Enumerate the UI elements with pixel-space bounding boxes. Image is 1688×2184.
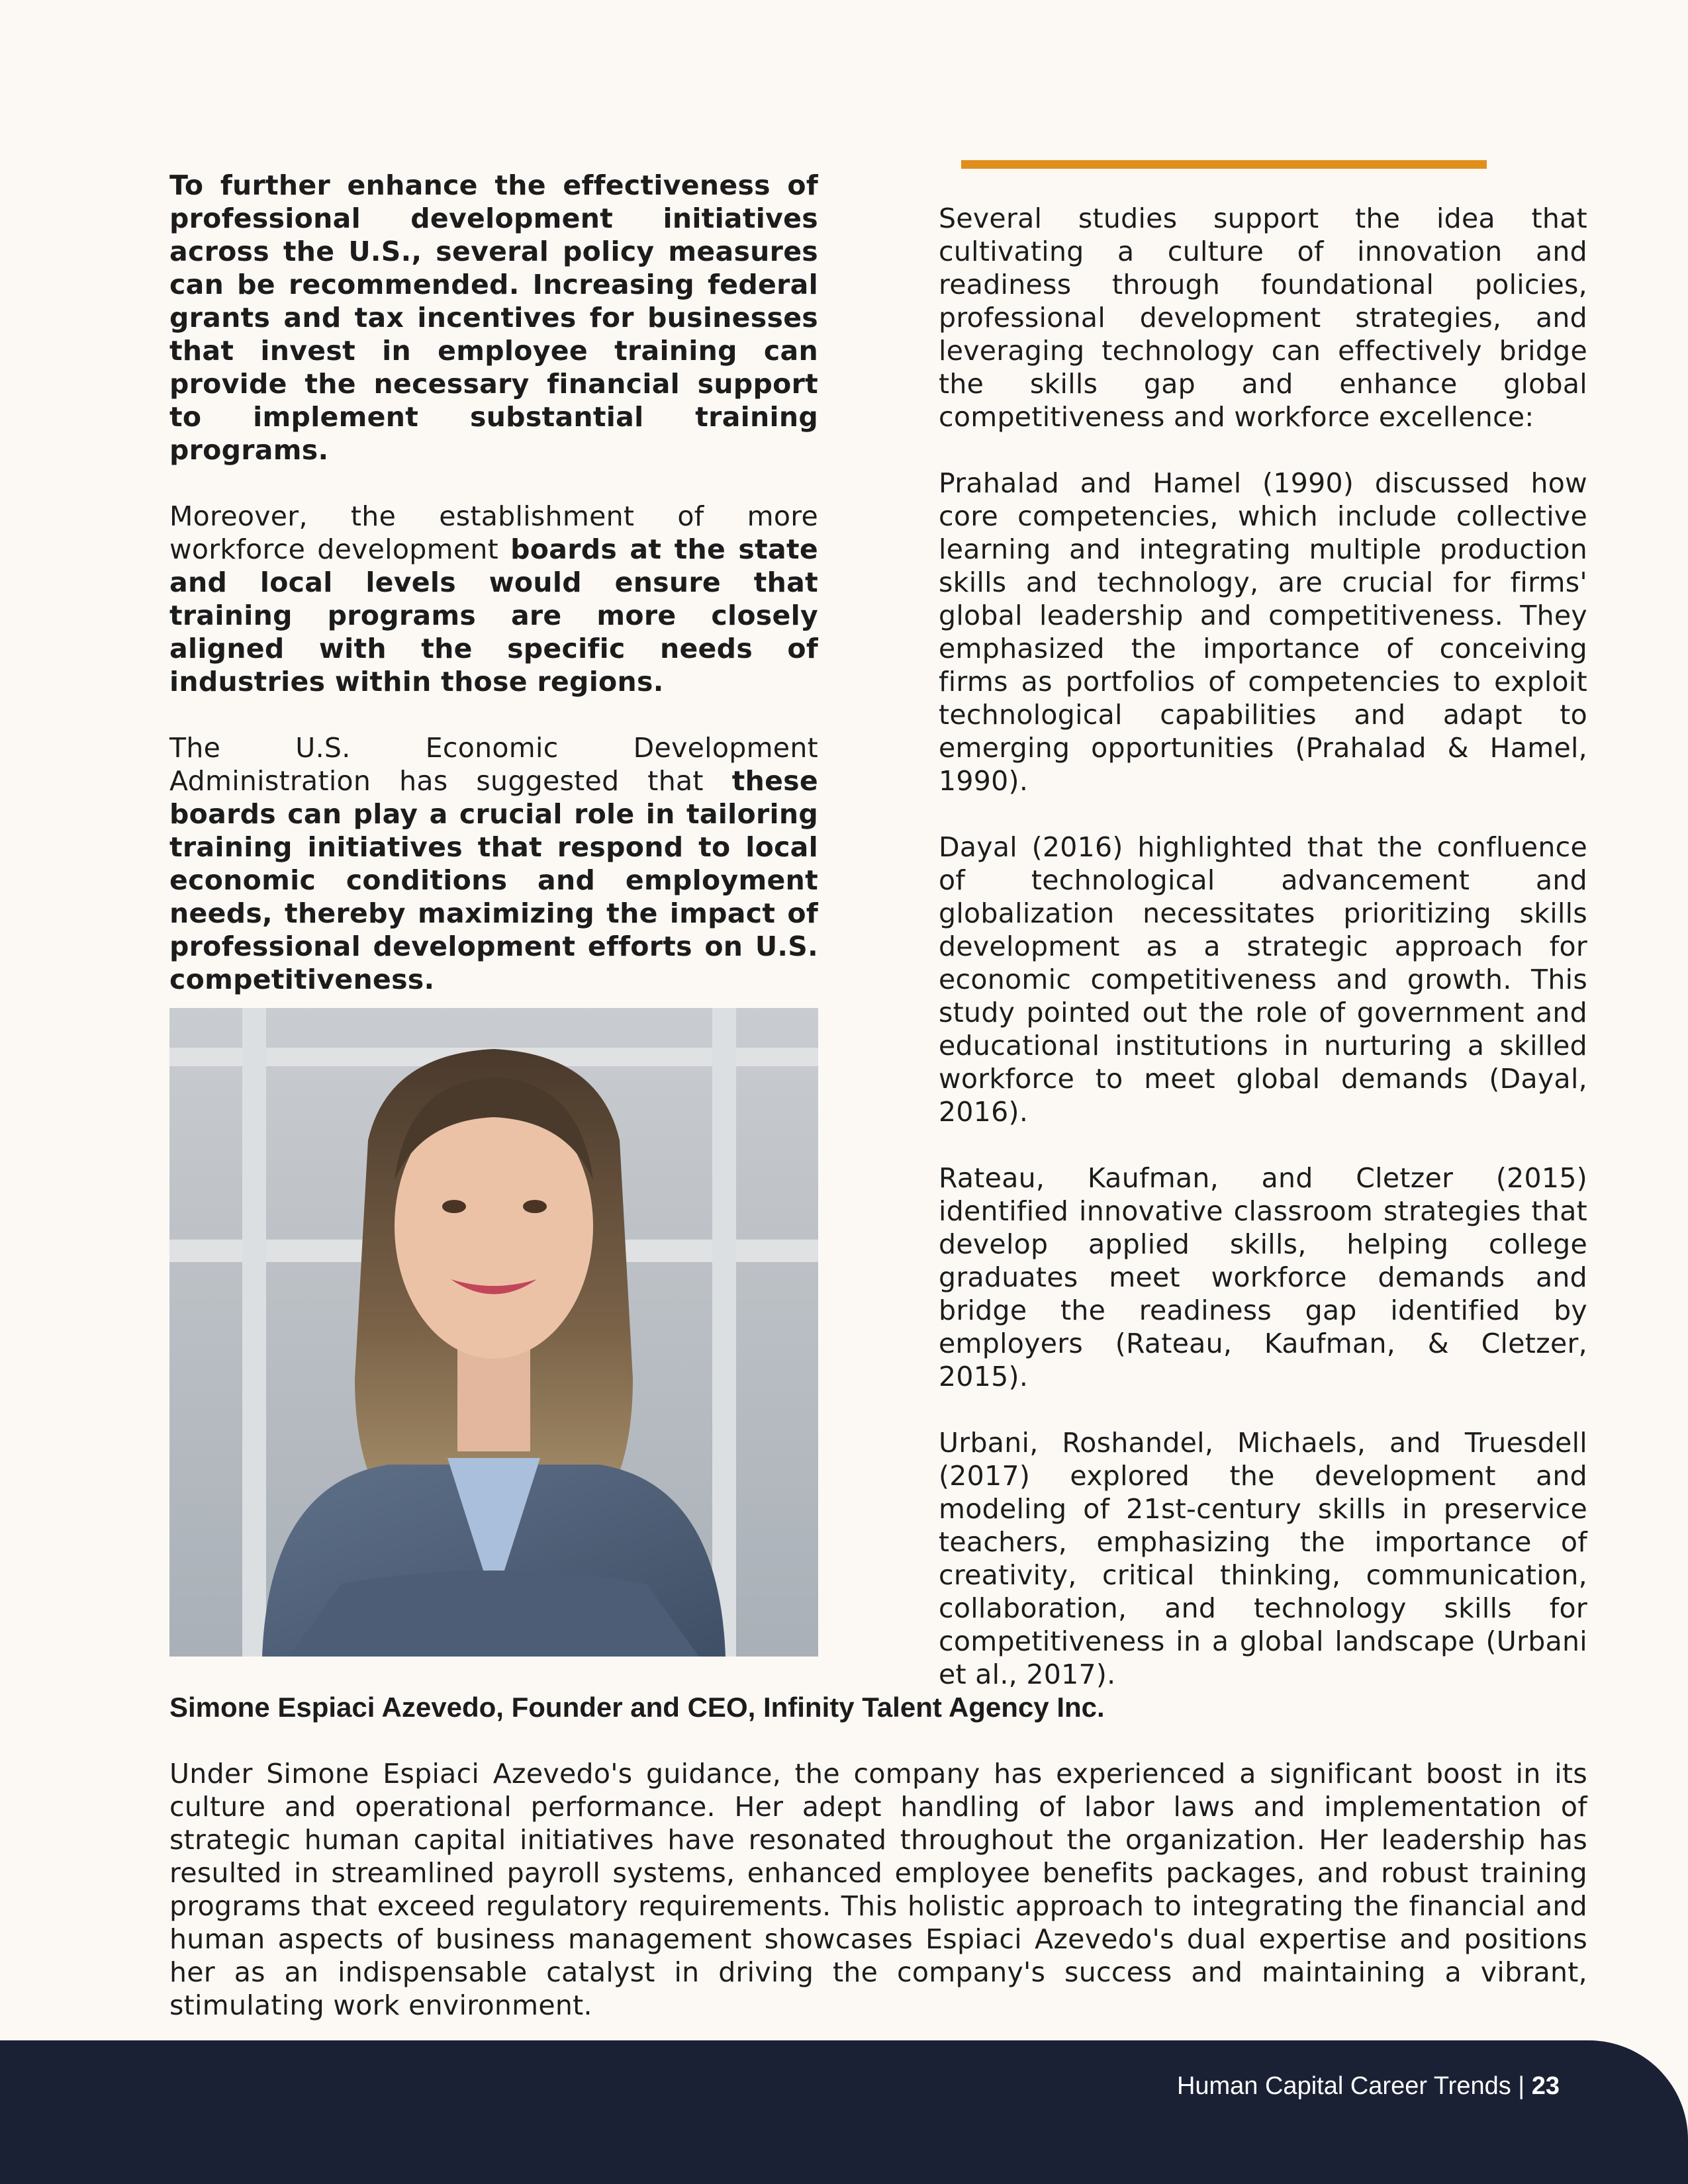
- accent-bar: [961, 160, 1487, 169]
- paragraph-rateau: Rateau, Kaufman, and Cletzer (2015) identified innovative classroom strategies that develop applied skills, helping college graduates meet workforce demands and bridge the readiness gap identified by employers (Rateau, Kaufman, & Cletzer, 2015).: [939, 1162, 1587, 1392]
- paragraph-prahalad-hamel: Prahalad and Hamel (1990) discussed how core competencies, which include collective learning and integrating multiple production skills and technology, are crucial for firms' global leadership and competitiveness. They emphasized the importance of conceiving firms as portfolios of competencies to exploit technological capabilities and adapt to emerging opportunities (Prahalad & Hamel, 1990).: [939, 467, 1587, 797]
- plain-text: Moreover, the establishment of more workforce development: [169, 500, 818, 565]
- bold-text: To further enhance the effectiveness of professional development initiatives across the U.S., several policy measures can be recommended. Increasing federal grants and tax incentives for businesses that invest in employee training can provide the necessary financial support to implement substantial training programs.: [169, 169, 818, 466]
- paragraph-workforce-boards: [169, 500, 818, 698]
- paragraph-eda: [169, 731, 818, 996]
- footer-band: [0, 2040, 1688, 2184]
- paragraph-studies-intro: Several studies support the idea that cultivating a culture of innovation and readiness through foundational policies, professional development strategies, and leveraging technology can effectively bridge the skills gap and enhance global competitiveness and workforce excellence:: [939, 203, 1587, 433]
- plain-text: The U.S. Economic Development Administration has suggested that: [169, 732, 818, 797]
- footer-separator: |: [1511, 2072, 1532, 2100]
- bold-text: these boards can play a crucial role in tailoring training initiatives that respond to local economic conditions and employment needs, thereby maximizing the impact of professional development efforts on U.S. competitiveness.: [169, 765, 818, 995]
- footer-label: [1177, 2070, 1560, 2103]
- bold-text: boards at the state and local levels would ensure that training programs are more closely aligned with the specific needs of industries within those regions.: [169, 533, 818, 698]
- bio-heading: Simone Espiaci Azevedo, Founder and CEO, Infinity Talent Agency Inc.: [169, 1692, 1105, 1723]
- publication-name: Human Capital Career Trends: [1176, 2072, 1511, 2100]
- left-column: [169, 169, 818, 996]
- portrait-photo: [169, 1008, 818, 1657]
- right-column: [939, 202, 1587, 1691]
- paragraph-urbani: Urbani, Roshandel, Michaels, and Truesdell (2017) explored the development and modeling of 21st-century skills in preservice teachers, emphasizing the importance of creativity, critical thinking, communication, collaboration, and technology skills for competitiveness in a global landscape (Urbani et al., 2017).: [939, 1427, 1587, 1690]
- paragraph-dayal: Dayal (2016) highlighted that the confluence of technological advancement and globalization necessitates prioritizing skills development as a strategic approach for economic competitiveness and growth. This study pointed out the role of government and educational institutions in nurturing a skilled workforce to meet global demands (Dayal, 2016).: [939, 831, 1587, 1128]
- bio-paragraph: Under Simone Espiaci Azevedo's guidance, the company has experienced a significant boost in its culture and operational performance. Her adept handling of labor laws and implementation of strategic human capital initiatives have resonated throughout the organization. Her leadership has resulted in streamlined payroll systems, enhanced employee benefits packages, and robust training programs that exceed regulatory requirements. This holistic approach to integrating the financial and human aspects of business management showcases Espiaci Azevedo's dual expertise and positions her as an indispensable catalyst in driving the company's success and maintaining a vibrant, stimulating work environment.: [169, 1758, 1587, 2021]
- paragraph-policy-measures: [169, 169, 818, 467]
- page-number: 23: [1531, 2072, 1560, 2100]
